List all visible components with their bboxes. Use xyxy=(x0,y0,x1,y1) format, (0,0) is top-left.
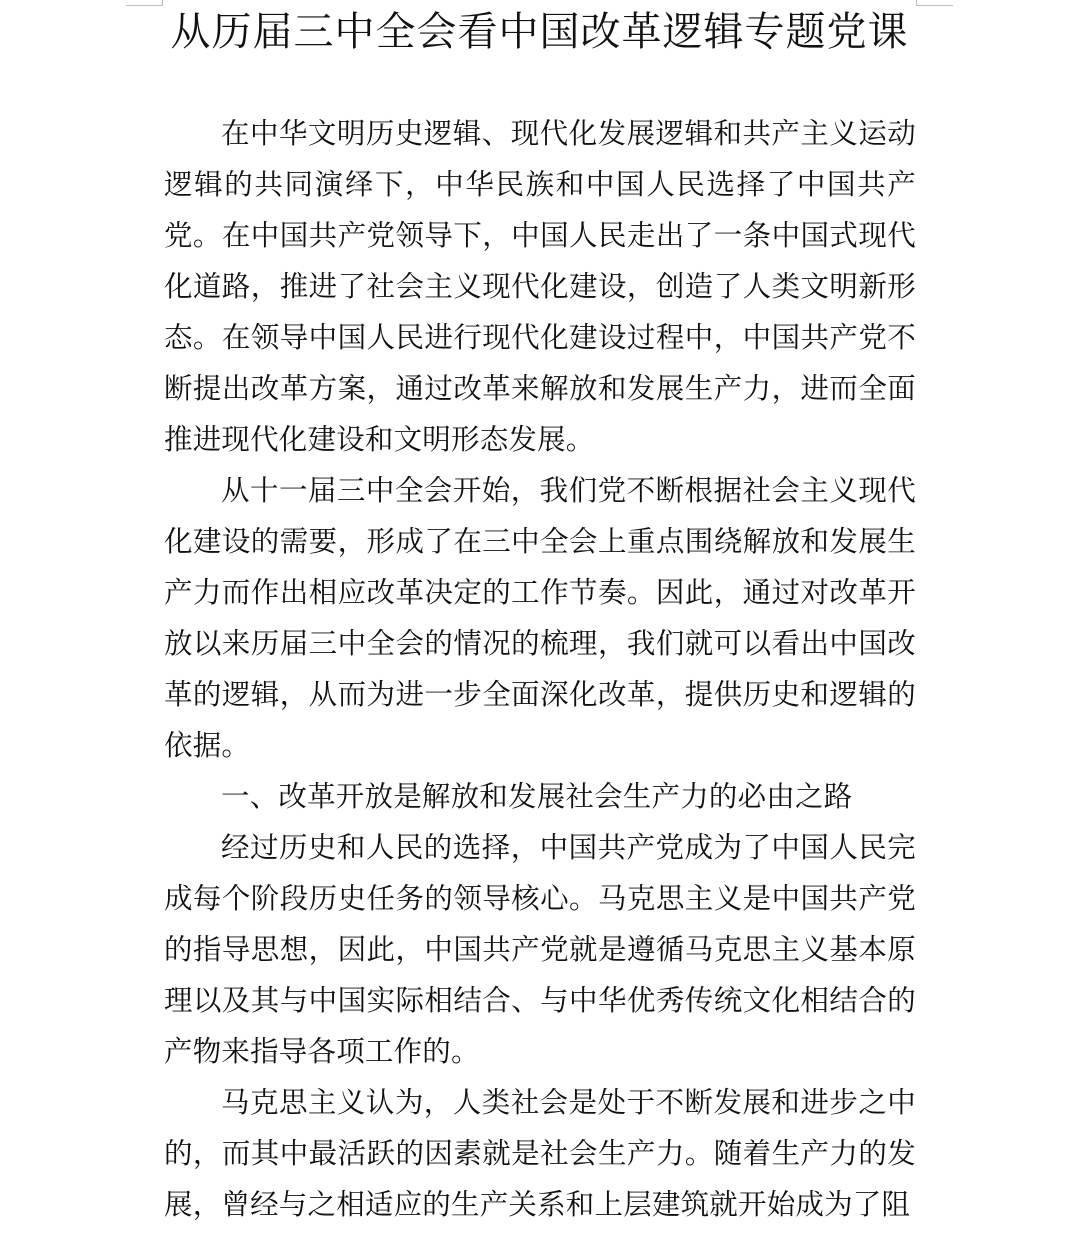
paragraph-productivity: 马克思主义认为，人类社会是处于不断发展和进步之中的，而其中最活跃的因素就是社会生产力。随着生产力的发展，曾经与之相适应的生产关系和上层建筑就开始成为了阻 xyxy=(164,1086,916,1221)
paragraph-intro: 在中华文明历史逻辑、现代化发展逻辑和共产主义运动逻辑的共同演绎下，中华民族和中国人民选择了中国共产党。在中国共产党领导下，中国人民走出了一条中国式现代化道路，推进了社会主义现代化建设，创造了人类文明新形态。在领导中国人民进行现代化建设过程中，中国共产党不断提出改革方案，通过改革来解放和发展生产力，进而全面推进现代化建设和文明形态发展。 xyxy=(164,117,916,456)
section-heading-1: 一、改革开放是解放和发展社会生产力的必由之路 xyxy=(221,780,853,813)
document-body xyxy=(164,108,916,1230)
document-title: 从历届三中全会看中国改革逻辑专题党课 xyxy=(170,9,909,55)
paragraph-third-plenum: 从十一届三中全会开始，我们党不断根据社会主义现代化建设的需要，形成了在三中全会上重点围绕解放和发展生产力而作出相应改革决定的工作节奏。因此，通过对改革开放以来历届三中全会的情况的梳理，我们就可以看出中国改革的逻辑，从而为进一步全面深化改革，提供历史和逻辑的依据。 xyxy=(164,474,916,762)
paragraph-marxism-guidance: 经过历史和人民的选择，中国共产党成为了中国人民完成每个阶段历史任务的领导核心。马克思主义是中国共产党的指导思想，因此，中国共产党就是遵循马克思主义基本原理以及其与中国实际相结合、与中华优秀传统文化相结合的产物来指导各项工作的。 xyxy=(164,831,916,1068)
